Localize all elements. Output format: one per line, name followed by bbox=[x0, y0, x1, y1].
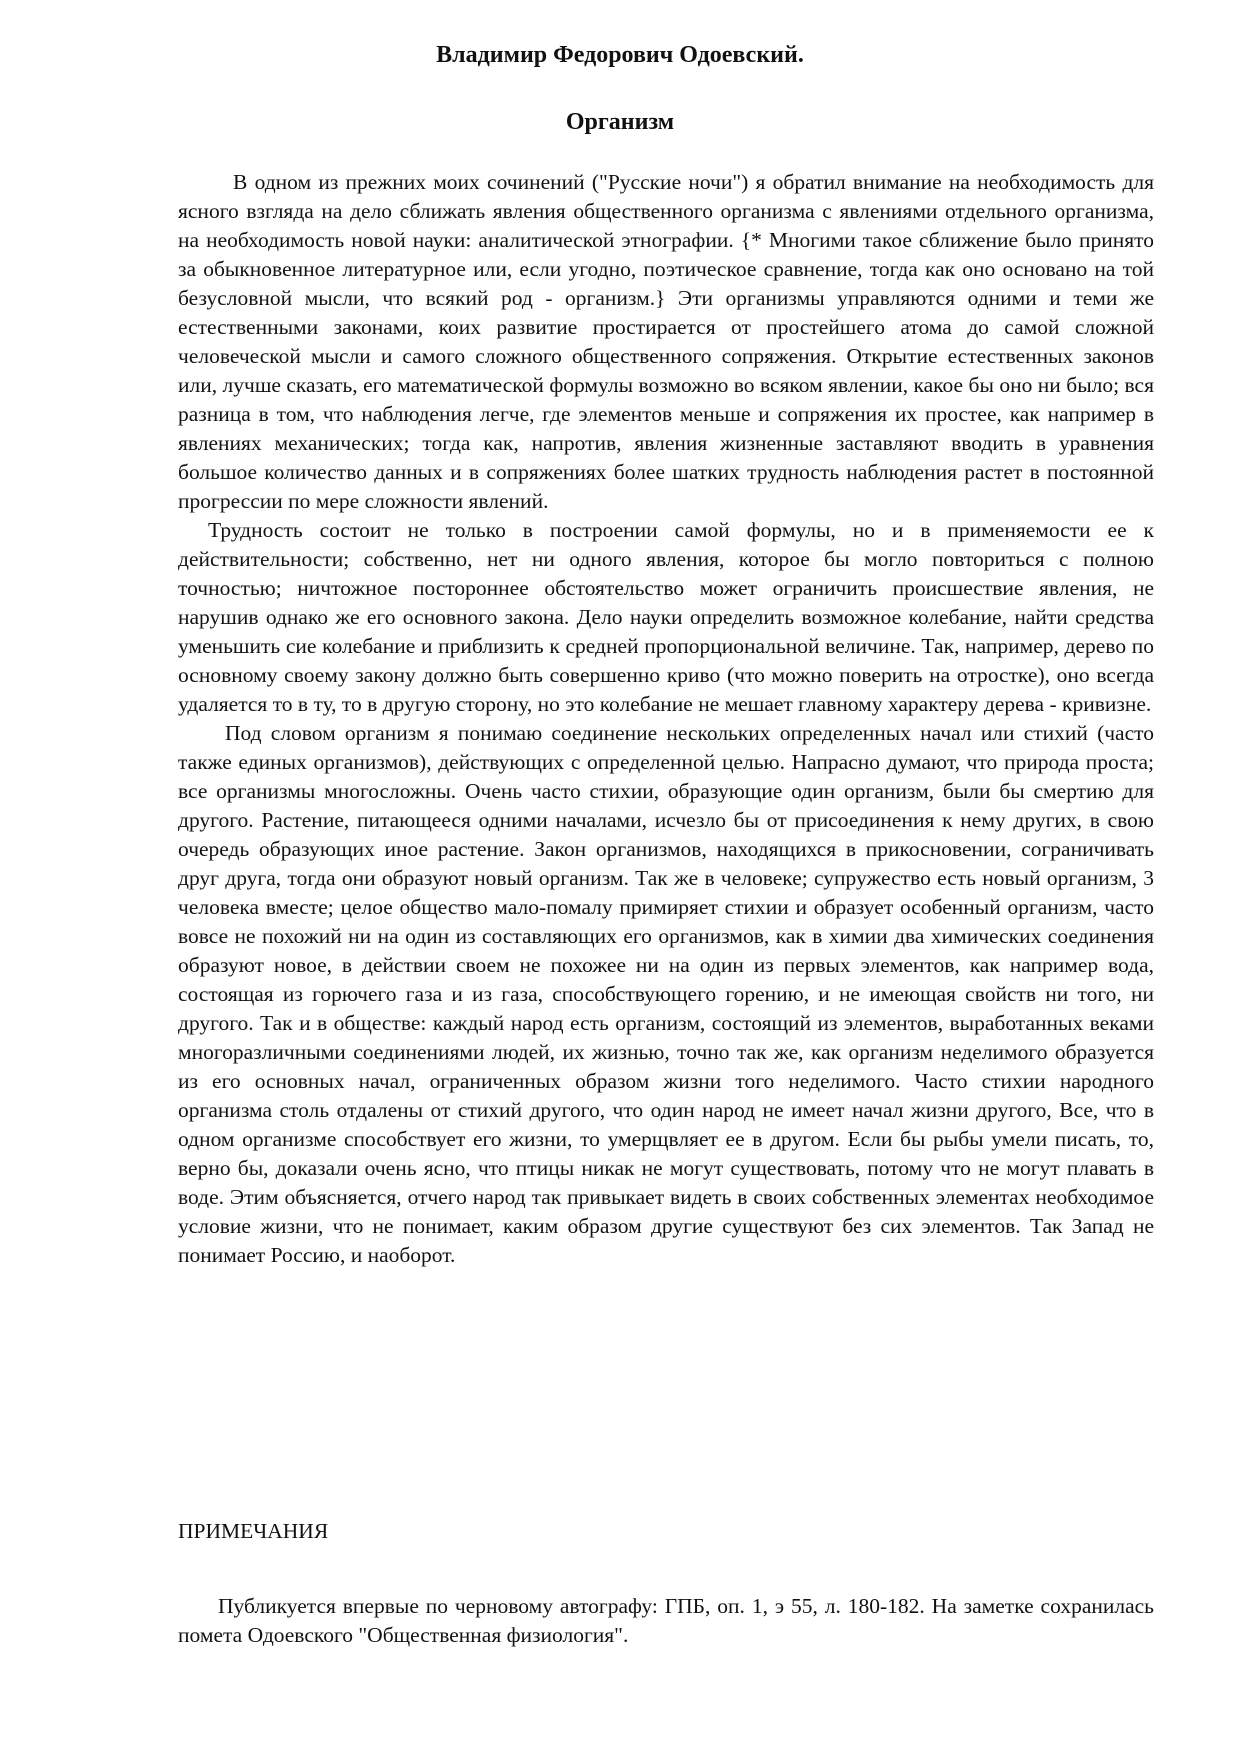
body-paragraph-1: В одном из прежних моих сочинений ("Русские ночи") я обратил внимание на необходимость для ясного взгляда на дело сближать явления общественного организма с явлениями отдельного организма, на необходимость новой науки: аналитической этнографии. {* Многими такое сближение было принято за обыкновенное литературное или, если угодно, поэтическое сравнение, тогда как оно основано на той безусловной мысли, что всякий род - организм.} Эти организмы управляются одними и теми же естественными законами, коих развитие простирается от простейшего атома до самой сложной человеческой мысли и самого сложного общественного сопряжения. Открытие естественных законов или, лучше сказать, его математической формулы возможно во всяком явлении, какое бы оно ни было; вся разница в том, что наблюдения легче, где элементов меньше и сопряжения их простее, как например в явлениях механических; тогда как, напротив, явления жизненные заставляют вводить в уравнения большое количество данных и в сопряжениях более шатких трудность наблюдения растет в постоянной прогрессии по мере сложности явлений. bbox=[178, 170, 1154, 513]
notes-heading: ПРИМЕЧАНИЯ bbox=[178, 1519, 329, 1543]
body-paragraph-2: Трудность состоит не только в построении самой формулы, но и в применяемости ее к действительности; собственно, нет ни одного явления, которое бы могло повториться с полною точностью; ничтожное постороннее обстоятельство может ограничить происшествие явления, не нарушив однако же его основного закона. Дело науки определить возможное колебание, найти средства уменьшить сие колебание и приблизить к средней пропорциональной величине. Так, например, дерево по основному своему закону должно быть совершенно криво (что можно поверить на отростке), оно всегда удаляется то в ту, то в другую сторону, но это колебание не мешает главному характеру дерева - кривизне. bbox=[178, 518, 1154, 716]
note-text: Публикуется впервые по черновому автографу: ГПБ, оп. 1, э 55, л. 180-182. На заметке сохранилась помета Одоевского "Общественная физиология". bbox=[178, 1594, 1154, 1647]
body-paragraph-3: Под словом организм я понимаю соединение нескольких определенных начал или стихий (часто также единых организмов), действующих с определенной целью. Напрасно думают, что природа проста; все организмы многосложны. Очень часто стихии, образующие один организм, были бы смертию для другого. Растение, питающееся одними началами, исчезло бы от присоединения к нему других, в свою очередь образующих иное растение. Закон организмов, находящихся в прикосновении, сограничивать друг друга, тогда они образуют новый организм. Так же в человеке; супружество есть новый организм, 3 человека вместе; целое общество мало-помалу примиряет стихии и образует особенный организм, часто вовсе не похожий ни на один из составляющих его организмов, как в химии два химических соединения образуют новое, в действии своем не похожее ни на один из первых элементов, как например вода, состоящая из горючего газа и из газа, способствующего горению, и не имеющая свойств ни того, ни другого. Так и в обществе: каждый народ есть организм, состоящий из элементов, выработанных веками многоразличными соединениями людей, их жизнью, точно так же, как организм неделимого образуется из его основных начал, ограниченных образом жизни того неделимого. Часто стихии народного организма столь отдалены от стихий другого, что один народ не имеет начал жизни другого, Все, что в одном организме способствует его жизни, то умерщвляет ее в другом. Если бы рыбы умели писать, то, верно бы, доказали очень ясно, что птицы никак не могут существовать, потому что не могут плавать в воде. Этим объясняется, отчего народ так привыкает видеть в своих собственных элементах необходимое условие жизни, что не понимает, каким образом другие существуют без сих элементов. Так Запад не понимает Россию, и наоборот. bbox=[178, 721, 1154, 1267]
document-body bbox=[178, 168, 1154, 1270]
author-name: Владимир Федорович Одоевский. bbox=[436, 42, 804, 68]
document-title: Организм bbox=[565, 109, 675, 135]
